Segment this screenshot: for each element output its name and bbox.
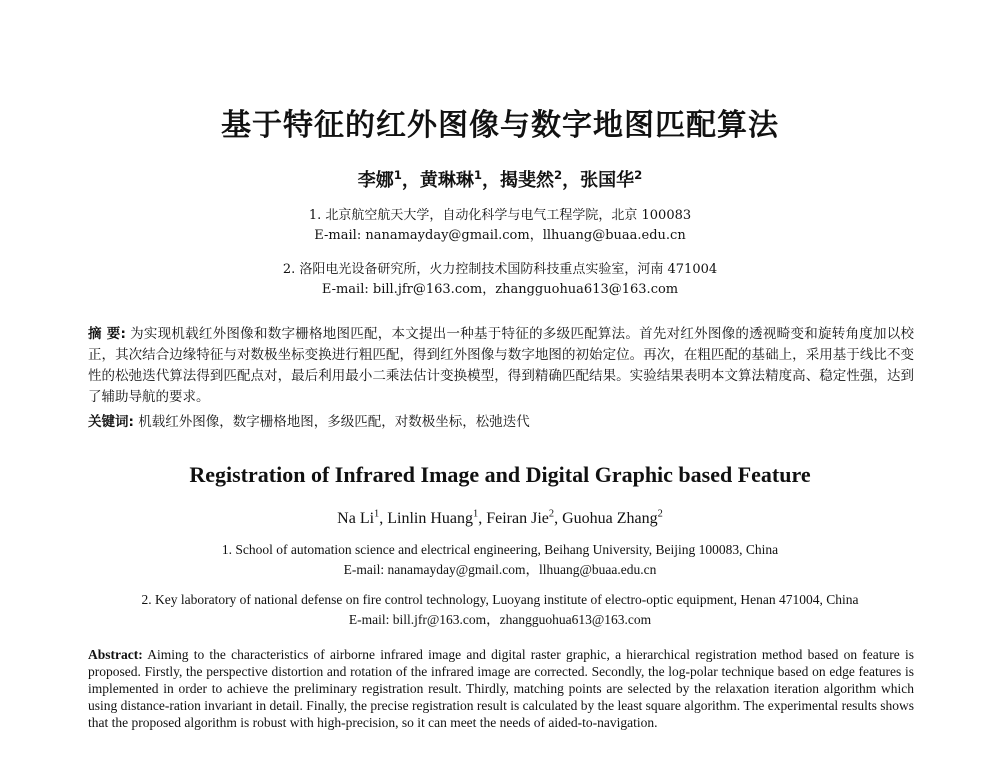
abstract-text: Aiming to the characteristics of airborne infrared image and digital raster graphic, a hierarchical registration method based on feature is proposed. Firstly, the perspective distortion and rotation of the infrared image are corrected. Secondly, the log-polar technique based on edge features is implemented in order to achieve the preliminary registration result. Thirdly, matching points are selected by the relaxation iteration algorithm which using distance-ration invariant in detail. Finally, the precise registration result is calculated by the least square algorithm. The experimental results shows that the proposed algorithm is robust with high-precision, so it can meet the needs of aided-to-navigation. [88,647,914,730]
affiliation-chinese-1 [0,206,1000,246]
author-separator: ， [562,170,581,191]
authors-english [0,510,1000,528]
keywords-text: 机载红外图像，数字栅格地图，多级匹配，对数极坐标，松弛迭代 [138,414,530,430]
author-affil-mark: 1 [473,168,482,182]
author-name: Guohua Zhang [562,510,658,527]
author-name: Feiran Jie [486,510,549,527]
keywords-label: 关键词: [88,414,134,430]
abstract-label: Abstract: [88,647,143,662]
affiliation-line: 1. 北京航空航天大学，自动化科学与电气工程学院，北京 100083 [308,208,692,223]
author-name: Na Li [337,510,375,527]
author-name: Linlin Huang [387,510,474,527]
author-name: 黄琳琳 [419,170,474,191]
affiliation-email: E-mail: nanamayday@gmail.com，llhuang@buaa.edu.cn [314,228,686,243]
abstract-english [88,646,914,731]
affiliation-line: 2. 洛阳电光设备研究所，火力控制技术国防科技重点实验室，河南 471004 [282,262,718,277]
author-separator: , [478,510,487,527]
affiliation-email: E-mail: bill.jfr@163.com，zhangguohua613@163.com [348,612,652,627]
author-separator: ， [401,170,420,191]
title-chinese: 基于特征的红外图像与数字地图匹配算法 [221,108,779,143]
affiliation-english-2 [0,590,1000,630]
author-name: 李娜 [357,170,394,191]
abstract-text: 为实现机载红外图像和数字栅格地图匹配，本文提出一种基于特征的多级匹配算法。首先对红外图像的透视畸变和旋转角度加以校正，其次结合边缘特征与对数极坐标变换进行粗匹配，得到红外图像与数字地图的初始定位。再次，在粗匹配的基础上，采用基于线比不变性的松弛迭代算法得到匹配点对，最后利用最小二乘法估计变换模型，得到精确匹配结果。实验结果表明本文算法精度高、稳定性强，达到了辅助导航的要求。 [88,326,914,405]
author-separator: ， [482,170,500,191]
abstract-chinese [88,324,914,408]
author-affil-mark: 1 [393,168,402,182]
abstract-label: 摘 要: [88,326,126,342]
authors-chinese [0,166,1000,192]
keywords-chinese [88,410,914,430]
affiliation-line: 1. School of automation science and electrical engineering, Beihang University, Beijing 100083, China [221,542,779,557]
author-affil-mark: 2 [554,168,563,182]
affiliation-line: 2. Key laboratory of national defense on fire control technology, Luoyang institute of electro-optic equipment, Henan 471004, China [141,592,859,607]
author-separator: , [554,510,563,527]
affiliation-chinese-2 [0,260,1000,300]
author-affil-mark: 2 [634,168,643,182]
author-separator: , [379,510,388,527]
affiliation-email: E-mail: nanamayday@gmail.com，llhuang@buaa.edu.cn [343,562,657,577]
affiliation-english-1 [0,540,1000,580]
affiliation-email: E-mail: bill.jfr@163.com，zhangguohua613@163.com [321,282,679,297]
author-name: 张国华 [580,170,635,191]
author-affil-mark: 2 [657,508,663,520]
author-affil-mark: 1 [473,508,479,520]
author-affil-mark: 2 [548,508,555,520]
author-affil-mark: 1 [374,508,380,520]
author-name: 揭斐然 [500,170,554,191]
title-english: Registration of Infrared Image and Digital Graphic based Feature [189,462,811,487]
